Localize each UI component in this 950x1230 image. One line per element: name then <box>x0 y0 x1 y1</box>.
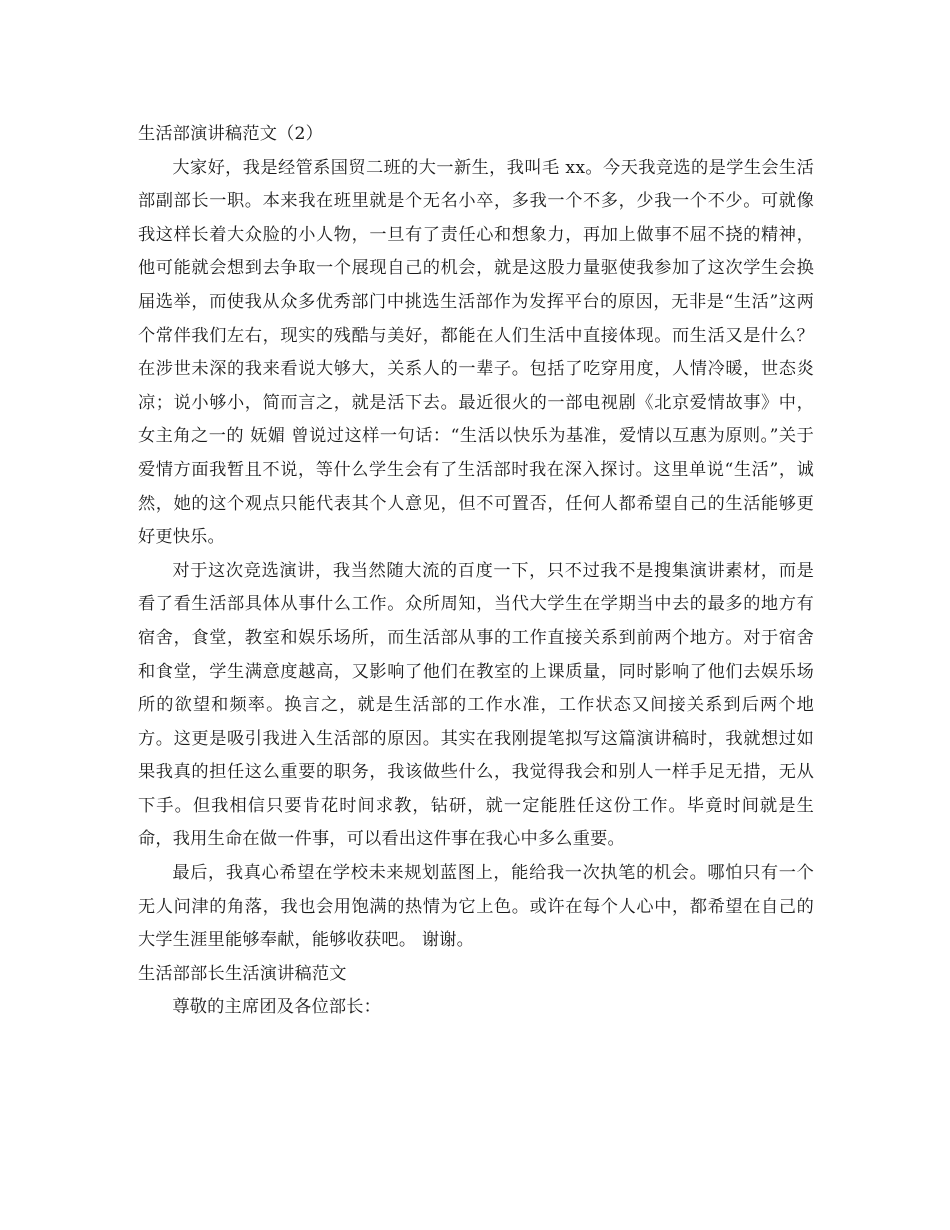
paragraph-closing: 最后，我真心希望在学校未来规划蓝图上，能给我一次执笔的机会。哪怕只有一个无人问津的角落，我也会用饱满的热情为它上色。或许在每个人心中，都希望在自己的大学生涯里能够奉献，能够收获吧。 谢谢。 <box>138 863 814 951</box>
document-page <box>138 118 814 1025</box>
paragraph-intro: 大家好，我是经管系国贸二班的大一新生，我叫毛 xx。今天我竞选的是学生会生活部副部长一职。本来我在班里就是个无名小卒，多我一个不多，少我一个不少。可就像我这样长着大众脸的小人物，一旦有了责任心和想象力，再加上做事不屈不挠的精神，他可能就会想到去争取一个展现自己的机会，就是这股力量驱使我参加了这次学生会换届选举，而使我从众多优秀部门中挑选生活部作为发挥平台的原因，无非是“生活”这两个常伴我们左右，现实的残酷与美好，都能在人们生活中直接体现。而生活又是什么？在涉世未深的我来看说大够大，关系人的一辈子。包括了吃穿用度，人情冷暖，世态炎凉；说小够小，简而言之，就是活下去。最近很火的一部电视剧《北京爱情故事》中，女主角之一的 妩媚 曾说过这样一句话：“生活以快乐为基准，爱情以互惠为原则。”关于爱情方面我暂且不说，等什么学生会有了生活部时我在深入探讨。这里单说“生活”，诚然，她的这个观点只能代表其个人意见，但不可置否，任何人都希望自己的生活能够更好更快乐。 <box>138 157 814 548</box>
section-title-2: 生活部部长生活演讲稿范文 <box>138 963 347 984</box>
paragraph-campaign: 对于这次竞选演讲，我当然随大流的百度一下，只不过我不是搜集演讲素材，而是看了看生活部具体从事什么工作。众所周知，当代大学生在学期当中去的最多的地方有宿舍，食堂，教室和娱乐场所，而生活部从事的工作直接关系到前两个地方。对于宿舍和食堂，学生满意度越高，又影响了他们在教室的上课质量，同时影响了他们去娱乐场所的欲望和频率。换言之，就是生活部的工作水准，工作状态又间接关系到后两个地方。这更是吸引我进入生活部的原因。其实在我刚提笔拟写这篇演讲稿时，我就想过如果我真的担任这么重要的职务，我该做些什么，我觉得我会和别人一样手足无措，无从下手。但我相信只要肯花时间求教，钻研，就一定能胜任这份工作。毕竟时间就是生命，我用生命在做一件事，可以看出这件事在我心中多么重要。 <box>138 560 814 850</box>
section-title-1: 生活部演讲稿范文（2） <box>138 124 324 144</box>
paragraph-salutation: 尊敬的主席团及各位部长： <box>172 997 382 1018</box>
